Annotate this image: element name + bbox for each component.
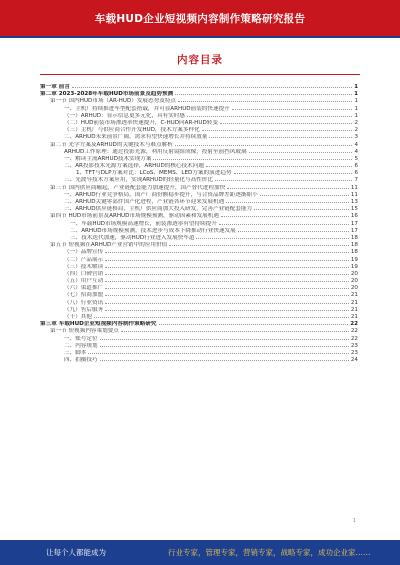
toc-leader-dots	[105, 267, 349, 268]
toc-entry[interactable]	[40, 321, 358, 328]
toc-entry-page: 16	[350, 213, 358, 220]
toc-entry-label: 1、TFT与DLP方案对比：LCoS、MEMS、LED方案的演进趋势	[76, 170, 232, 177]
footer-roles: 行业专家，管理专家，营销专家，战略专家，成功企业家……	[168, 548, 371, 557]
toc-entry-label: 一、ARHUD行业竞争格局，国产厂商份额稳步提升，与合资品牌差距逐渐缩小	[64, 191, 258, 198]
toc-entry-page: 7	[354, 177, 358, 184]
toc-leader-dots	[219, 224, 349, 225]
toc-entry-label: 三、脚本	[64, 349, 87, 356]
toc-entry-label: （六）渠道推广	[64, 285, 104, 292]
toc-entry[interactable]	[40, 106, 358, 113]
toc-entry-page: 6	[354, 163, 358, 170]
toc-leader-dots	[153, 159, 352, 160]
toc-entry-page: 2	[354, 119, 358, 126]
toc-entry-label: （三）主机厂与供应商合作开发HUD，技术方案多样化	[64, 127, 200, 134]
toc-entry-page: 22	[350, 335, 358, 342]
toc-heading-divider	[40, 74, 360, 75]
toc-entry[interactable]	[40, 177, 358, 184]
toc-entry-label: （一）品牌宣传	[64, 249, 104, 256]
toc-entry[interactable]	[40, 307, 358, 314]
toc-entry-label: （八）行业资讯	[64, 299, 104, 306]
toc-entry-page: 21	[350, 306, 358, 313]
toc-entry[interactable]	[40, 249, 358, 256]
toc-leader-dots	[105, 303, 349, 304]
toc-entry[interactable]	[40, 84, 358, 91]
toc-entry-label: （二）产品展示	[64, 256, 104, 263]
toc-leader-dots	[169, 245, 349, 246]
toc-leader-dots	[249, 152, 353, 153]
toc-entry-page: 22	[350, 328, 358, 335]
toc-entry-page: 6	[354, 170, 358, 177]
toc-entry[interactable]	[40, 120, 358, 127]
toc-entry-label: （一）ARHUD：显示信息更多元化，具有实时感	[64, 112, 186, 119]
toc-entry-label: 二、ARHUD市场规模预测，技术进步与成本下降推动行业快速发展	[70, 227, 236, 234]
toc-entry[interactable]	[40, 149, 358, 156]
toc-leader-dots	[105, 252, 349, 253]
toc-leader-dots	[187, 116, 352, 117]
toc-entry[interactable]	[40, 278, 358, 285]
toc-entry-page: 22	[350, 321, 358, 328]
toc-entry[interactable]	[40, 170, 358, 177]
toc-entry-label: 第一节 短视频内容策划要点	[50, 328, 119, 335]
toc-leader-dots	[105, 274, 349, 275]
toc-entry-page: 20	[350, 285, 358, 292]
toc-entry-label: 三、技术迭代加速，驱动HUD行业进入发展快车道	[70, 234, 195, 241]
toc-entry[interactable]	[40, 292, 358, 299]
toc-leader-dots	[100, 360, 349, 361]
toc-entry[interactable]	[40, 242, 358, 249]
toc-entry[interactable]	[40, 127, 358, 134]
toc-leader-dots	[226, 202, 349, 203]
toc-leader-dots	[232, 109, 353, 110]
toc-entry-label: 二、内容规划	[64, 342, 98, 349]
report-title: 车载HUD企业短视频内容制作策略研究报告	[94, 12, 306, 25]
toc-entry-page: 1	[354, 105, 358, 112]
toc-leader-dots	[105, 281, 349, 282]
toc-leader-dots	[227, 188, 349, 189]
toc-entry[interactable]	[40, 343, 358, 350]
toc-entry[interactable]	[40, 350, 358, 357]
toc-entry-label: 一、主机厂持续推进车型配套搭载，并可显ARHUD前装的快速提升	[64, 105, 230, 112]
toc-leader-dots	[215, 180, 352, 181]
toc-leader-dots	[105, 288, 349, 289]
toc-entry[interactable]	[40, 142, 358, 149]
toc-leader-dots	[100, 339, 349, 340]
toc-entry[interactable]	[40, 271, 358, 278]
toc-entry-page: 23	[350, 342, 358, 349]
toc-entry-page: 4	[354, 148, 358, 155]
toc-entry[interactable]	[40, 357, 358, 364]
toc-leader-dots	[220, 123, 352, 124]
toc-leader-dots	[175, 94, 352, 95]
toc-entry-label: （七）招商加盟	[64, 292, 104, 299]
toc-entry-label: 二、ARHUD关键零部件国产化进程，产业链各环节迎来发展机遇	[64, 199, 225, 205]
toc-entry-label: （三）技术解读	[64, 263, 104, 270]
toc-leader-dots	[206, 166, 353, 167]
toc-leader-dots	[221, 216, 349, 217]
toc-leader-dots	[72, 87, 352, 88]
toc-leader-dots	[196, 238, 348, 239]
header-divider	[0, 36, 400, 38]
toc-entry[interactable]	[40, 235, 358, 242]
toc-entry-label: 一、解读主流ARHUD技术实现方案	[64, 155, 152, 162]
toc-entry-label: 四、拍摄技巧	[64, 357, 98, 364]
toc-entry-label: 二、ARHUD未来前景广阔，需求有望快速增长并持续放量	[64, 134, 208, 141]
toc-entry[interactable]	[40, 185, 358, 192]
toc-entry-page: 17	[350, 227, 358, 234]
table-of-contents	[40, 84, 358, 364]
toc-entry-page: 21	[350, 292, 358, 299]
toc-entry[interactable]	[40, 257, 358, 264]
toc-heading: 内容目录	[177, 54, 223, 66]
toc-entry-label: 第三章 车载HUD企业短视频内容制作策略研究	[40, 321, 157, 328]
toc-leader-dots	[260, 195, 349, 196]
toc-entry-page: 11	[350, 184, 358, 191]
footer-slogan: 让每个人都能成为	[46, 548, 106, 557]
toc-entry-page: 13	[350, 199, 358, 205]
toc-entry-label: 第一节 国内HUD市场（AR-HUD）发展态势及特点	[50, 98, 176, 105]
toc-entry-page: 17	[350, 220, 358, 227]
page-footer	[0, 540, 400, 565]
toc-leader-dots	[209, 137, 352, 138]
toc-entry-page: 20	[350, 278, 358, 285]
toc-entry-label: 第二章 2023-2028年车载HUD市场前景及趋势预测	[40, 91, 174, 98]
toc-entry-page: 1	[354, 98, 358, 105]
toc-entry-page: 1	[354, 84, 358, 90]
toc-entry[interactable]	[40, 163, 358, 170]
toc-leader-dots	[121, 331, 349, 332]
toc-leader-dots	[175, 145, 353, 146]
toc-entry-label: 第二节 光学方案及ARHUD的关键技术与难点解析	[50, 141, 173, 148]
toc-entry-label: （二）HUD前装市场渗透率快速提升，C-HUD向AR-HUD转变	[64, 119, 218, 126]
toc-entry[interactable]	[40, 221, 358, 228]
toc-leader-dots	[105, 295, 349, 296]
toc-entry-page: 4	[354, 141, 358, 148]
page-number: 1	[352, 518, 356, 524]
toc-entry-label: 三、ARHUD供应链格局，主机厂供应商加大投入研发，完善产业链配套能力	[64, 206, 253, 213]
toc-leader-dots	[254, 209, 349, 210]
toc-entry[interactable]	[40, 199, 358, 206]
toc-entry-label: 三、光波导技术方案应用，实现ARHUD的轻量化与高性价比	[64, 177, 213, 184]
toc-entry-label: 一、车载HUD市场规模高速增长，前装渗透率有望持续提升	[70, 220, 217, 227]
toc-entry-label: 二、AR投影技术光源方案选择，ARHUD的核心技术问题	[64, 163, 204, 170]
toc-leader-dots	[94, 317, 349, 318]
toc-entry-page: 23	[350, 349, 358, 356]
toc-entry-page: 24	[350, 357, 358, 364]
toc-entry-page: 18	[350, 234, 358, 241]
toc-leader-dots	[105, 310, 349, 311]
toc-entry-page: 1	[354, 91, 358, 98]
toc-leader-dots	[100, 346, 349, 347]
toc-leader-dots	[159, 324, 349, 325]
toc-entry-label: 第一章 前言	[40, 84, 70, 90]
toc-entry-page: 20	[350, 270, 358, 277]
toc-entry[interactable]	[40, 192, 358, 199]
toc-entry-page: 21	[350, 299, 358, 306]
toc-entry-page: 19	[350, 263, 358, 270]
toc-entry[interactable]	[40, 91, 358, 98]
toc-entry[interactable]	[40, 228, 358, 235]
toc-entry-page: 18	[350, 249, 358, 256]
toc-entry-page: 2	[354, 127, 358, 134]
toc-leader-dots	[105, 260, 349, 261]
toc-leader-dots	[238, 231, 349, 232]
toc-entry[interactable]	[40, 264, 358, 271]
toc-entry[interactable]	[40, 98, 358, 105]
toc-entry-label: 一、账号定位	[64, 335, 98, 342]
toc-entry-label: （九）售后服务	[64, 306, 104, 313]
toc-leader-dots	[234, 173, 353, 174]
toc-entry-page: 5	[354, 155, 358, 162]
toc-entry-page: 1	[354, 112, 358, 119]
toc-entry-page: 3	[354, 134, 358, 141]
toc-entry[interactable]	[40, 300, 358, 307]
toc-entry-page: 18	[350, 242, 358, 249]
toc-entry[interactable]	[40, 156, 358, 163]
report-header	[0, 0, 400, 36]
toc-leader-dots	[88, 353, 348, 354]
toc-entry-label: 第五节 短视频在ARHUD产业营销中的应用价值	[50, 242, 168, 249]
toc-entry[interactable]	[40, 113, 358, 120]
toc-entry[interactable]	[40, 134, 358, 141]
toc-entry[interactable]	[40, 336, 358, 343]
toc-entry-page: 11	[350, 191, 358, 198]
toc-entry-label: 第四节 HUD市场前景及ARHUD市场规模预测，驱动因素和发展机遇	[50, 213, 219, 220]
toc-entry-label: 第三节 国内供应商崛起，产业链配套能力加速提升，国产替代进程加快	[50, 184, 226, 191]
toc-entry[interactable]	[40, 314, 358, 321]
toc-entry-page: 19	[350, 256, 358, 263]
toc-entry[interactable]	[40, 213, 358, 220]
toc-entry-label: ARHUD工作原理：通过投影光源，利用反射镜组成像，投射至前挡风玻璃	[64, 148, 247, 155]
toc-entry-label: （四）口碑营销	[64, 270, 104, 277]
toc-entry[interactable]	[40, 206, 358, 213]
toc-entry-page: 15	[350, 206, 358, 213]
toc-leader-dots	[178, 101, 352, 102]
toc-leader-dots	[202, 130, 353, 131]
toc-entry[interactable]	[40, 285, 358, 292]
toc-entry[interactable]	[40, 328, 358, 335]
toc-entry-label: （五）用户互动	[64, 278, 104, 285]
toc-entry-page: 21	[350, 314, 358, 320]
toc-entry-label: （十）其他	[64, 314, 92, 320]
